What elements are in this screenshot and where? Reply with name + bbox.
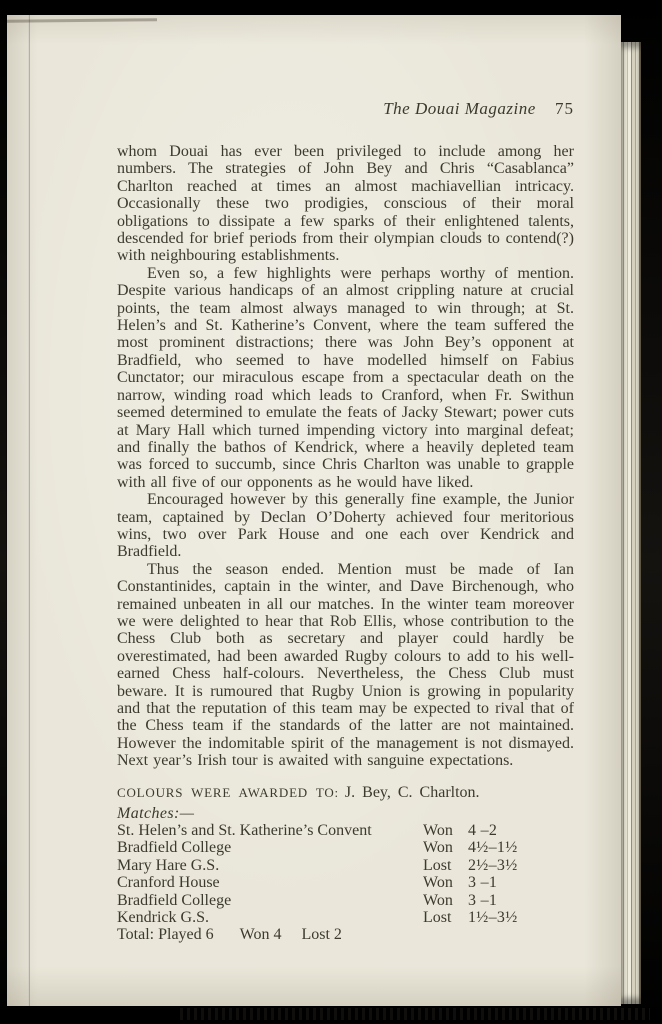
- total-won: Won 4: [239, 926, 282, 944]
- total-played: Total: Played 6: [117, 926, 214, 944]
- opponent-name: St. Helen’s and St. Katherine’s Convent: [117, 822, 372, 840]
- match-result: Won: [423, 822, 453, 840]
- page-edges-stack: [621, 42, 641, 1004]
- paragraph-1: whom Douai has ever been privileged to include among her numbers. The strategies of John Bey and Chris “Casablanca” Charlton reached at times an almost machiavellian intricacy. Occasionally these two prodigies, conscious of their moral obligations to dissipate a few sparks of their enlightened talents, descended for brief periods from their olympian clouds to contend(?) with neighbouring establishments.: [117, 143, 574, 265]
- under-page-edge: [7, 18, 157, 23]
- table-row: [117, 909, 574, 926]
- match-result: Won: [423, 874, 453, 892]
- page-gutter-crease: [28, 15, 30, 1006]
- opponent-name: Bradfield College: [117, 839, 232, 857]
- paragraph-4: Thus the season ended. Mention must be made of Ian Constantinides, captain in the winter, and Dave Birchenough, who remained unbeaten in all our matches. In the winter team moreover we were delighted to hear that Rob Ellis, whose contribution to the Chess Club both as secretary and player could hardly be overestimated, had been awarded Rugby colours to add to his well-earned Chess half-colours. Nevertheless, the Chess Club must beware. It is rumoured that Rugby Union is growing in popularity and that the reputation of this team may be expected to rival that of the Chess team if the standards of the latter are not maintained. However the indomitable spirit of the management is not dismayed. Next year’s Irish tour is awaited with sanguine expectations.: [117, 560, 574, 770]
- total-lost: Lost 2: [301, 926, 342, 944]
- page-number: 75: [555, 99, 574, 118]
- match-result: Won: [423, 891, 453, 909]
- magazine-page: [7, 15, 621, 1006]
- magazine-title: The Douai Magazine: [383, 99, 536, 118]
- match-score: 2½–3½: [468, 856, 518, 874]
- article-body: [117, 143, 574, 770]
- match-result: Lost: [423, 856, 452, 874]
- table-row: [117, 857, 574, 874]
- opponent-name: Mary Hare G.S.: [117, 856, 220, 874]
- paragraph-2: Even so, a few highlights were perhaps worthy of mention. Despite various handicaps of an almost crippling nature at crucial points, the team almost always managed to win through; at St. Helen’s and St. Katherine’s Convent, where the team suffered the most prominent distractions; there was John Bey’s opponent at Bradfield, who seemed to have modelled himself on Fabius Cunctator; our miraculous escape from a spectacular death on the narrow, winding road which leads to Cranford, when Fr. Swithun seemed determined to emulate the feats of Jacky Stewart; power cuts at Mary Hall which turned impending victory into marginal defeat; and finally the bathos of Kendrick, where a heavily depleted team was forced to succumb, since Chris Charlton was unable to grapple with all five of our opponents as he would have liked.: [117, 264, 574, 491]
- match-results-table: [117, 805, 574, 944]
- table-row: [117, 874, 574, 891]
- match-score: 3 –1: [468, 874, 498, 892]
- colours-label: COLOURS WERE AWARDED TO:: [117, 784, 339, 800]
- colours-names: J. Bey, C. Charlton.: [344, 783, 480, 801]
- match-score: 3 –1: [468, 891, 498, 909]
- table-row: [117, 839, 574, 856]
- paragraph-3: Encouraged however by this generally fine example, the Junior team, captained by Declan O’Doherty achieved four meritorious wins, two over Park House and one each over Kendrick and Bradfield.: [117, 491, 574, 561]
- season-total-line: [117, 926, 574, 943]
- match-score: 1½–3½: [468, 909, 518, 927]
- scanner-mat-texture: [180, 1008, 650, 1020]
- match-result: Won: [423, 839, 453, 857]
- matches-heading: Matches:—: [117, 804, 195, 822]
- table-row: [117, 892, 574, 909]
- page-content: [117, 99, 574, 944]
- match-score: 4½–1½: [468, 839, 518, 857]
- match-result: Lost: [423, 909, 452, 927]
- opponent-name: Cranford House: [117, 874, 220, 892]
- match-score: 4 –2: [468, 822, 498, 840]
- opponent-name: Bradfield College: [117, 891, 232, 909]
- running-header: [117, 99, 574, 119]
- colours-awarded-line: [117, 784, 574, 802]
- table-row: [117, 822, 574, 839]
- opponent-name: Kendrick G.S.: [117, 909, 209, 927]
